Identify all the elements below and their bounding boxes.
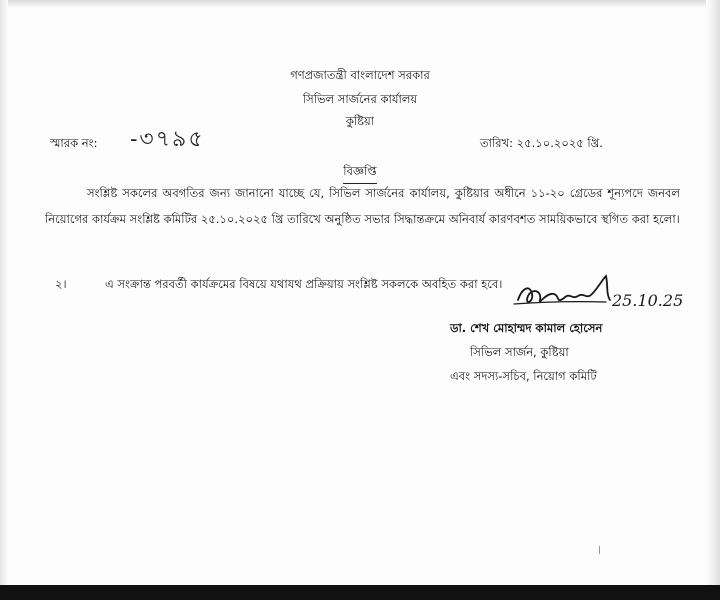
item-2-number: ২। [55,277,67,291]
item-2-text: এ সংক্রান্ত পরবর্তী কার্যক্রমের বিষয়ে যথাযথ প্রক্রিয়ায় সংশ্লিষ্ট সকলকে অবহিত করা হবে। [105,277,503,291]
signatory-name: ডা. শেখ মোহাম্মদ কামাল হোসেন [450,321,603,335]
scan-speck [599,546,600,554]
scan-shadow-top [0,0,720,8]
header-office: সিভিল সার্জনের কার্যালয় [302,92,418,106]
scan-shadow-right [706,0,720,600]
memo-date: তারিখ: ২৫.১০.২০২৫ খ্রি. [480,136,603,150]
header-district: কুষ্টিয়া [345,114,375,128]
scan-edge-bottom [0,585,720,600]
scan-shadow-left [0,0,8,600]
signature-date: 25.10.25 [612,291,684,310]
signatory-title-1: সিভিল সার্জন, কুষ্টিয়া [470,345,569,359]
signatory-title-2: এবং সদস্য-সচিব, নিয়োগ কমিটি [450,369,597,383]
notice-title-text: বিজ্ঞপ্তি [343,163,376,184]
notice-paragraph-1: সংশ্লিষ্ট সকলের অবগতির জন্য জানানো যাচ্ছে যে, সিভিল সার্জনের কার্যালয়, কুষ্টিয়ার অধীনে ১১-২০ গ্রেডের শূন্যপদে জনবল নিয়োগের কার্যক্রম সংশ্লিষ্ট কমিটির ২৫.১০.২০২৫ খ্রি তারিখে অনুষ্ঠিত সভার সিদ্ধান্তক্রমে অনিবার্য কারণবশত সাময়িকভাবে স্থগিত করা হলো। [45,186,680,226]
memo-number-handwritten: -৩৭৯৫ [130,127,205,152]
handwritten-signature [510,270,690,320]
memo-label: স্মারক নং: [50,136,98,150]
header-government: গণপ্রজাতন্ত্রী বাংলাদেশ সরকার [290,68,430,82]
